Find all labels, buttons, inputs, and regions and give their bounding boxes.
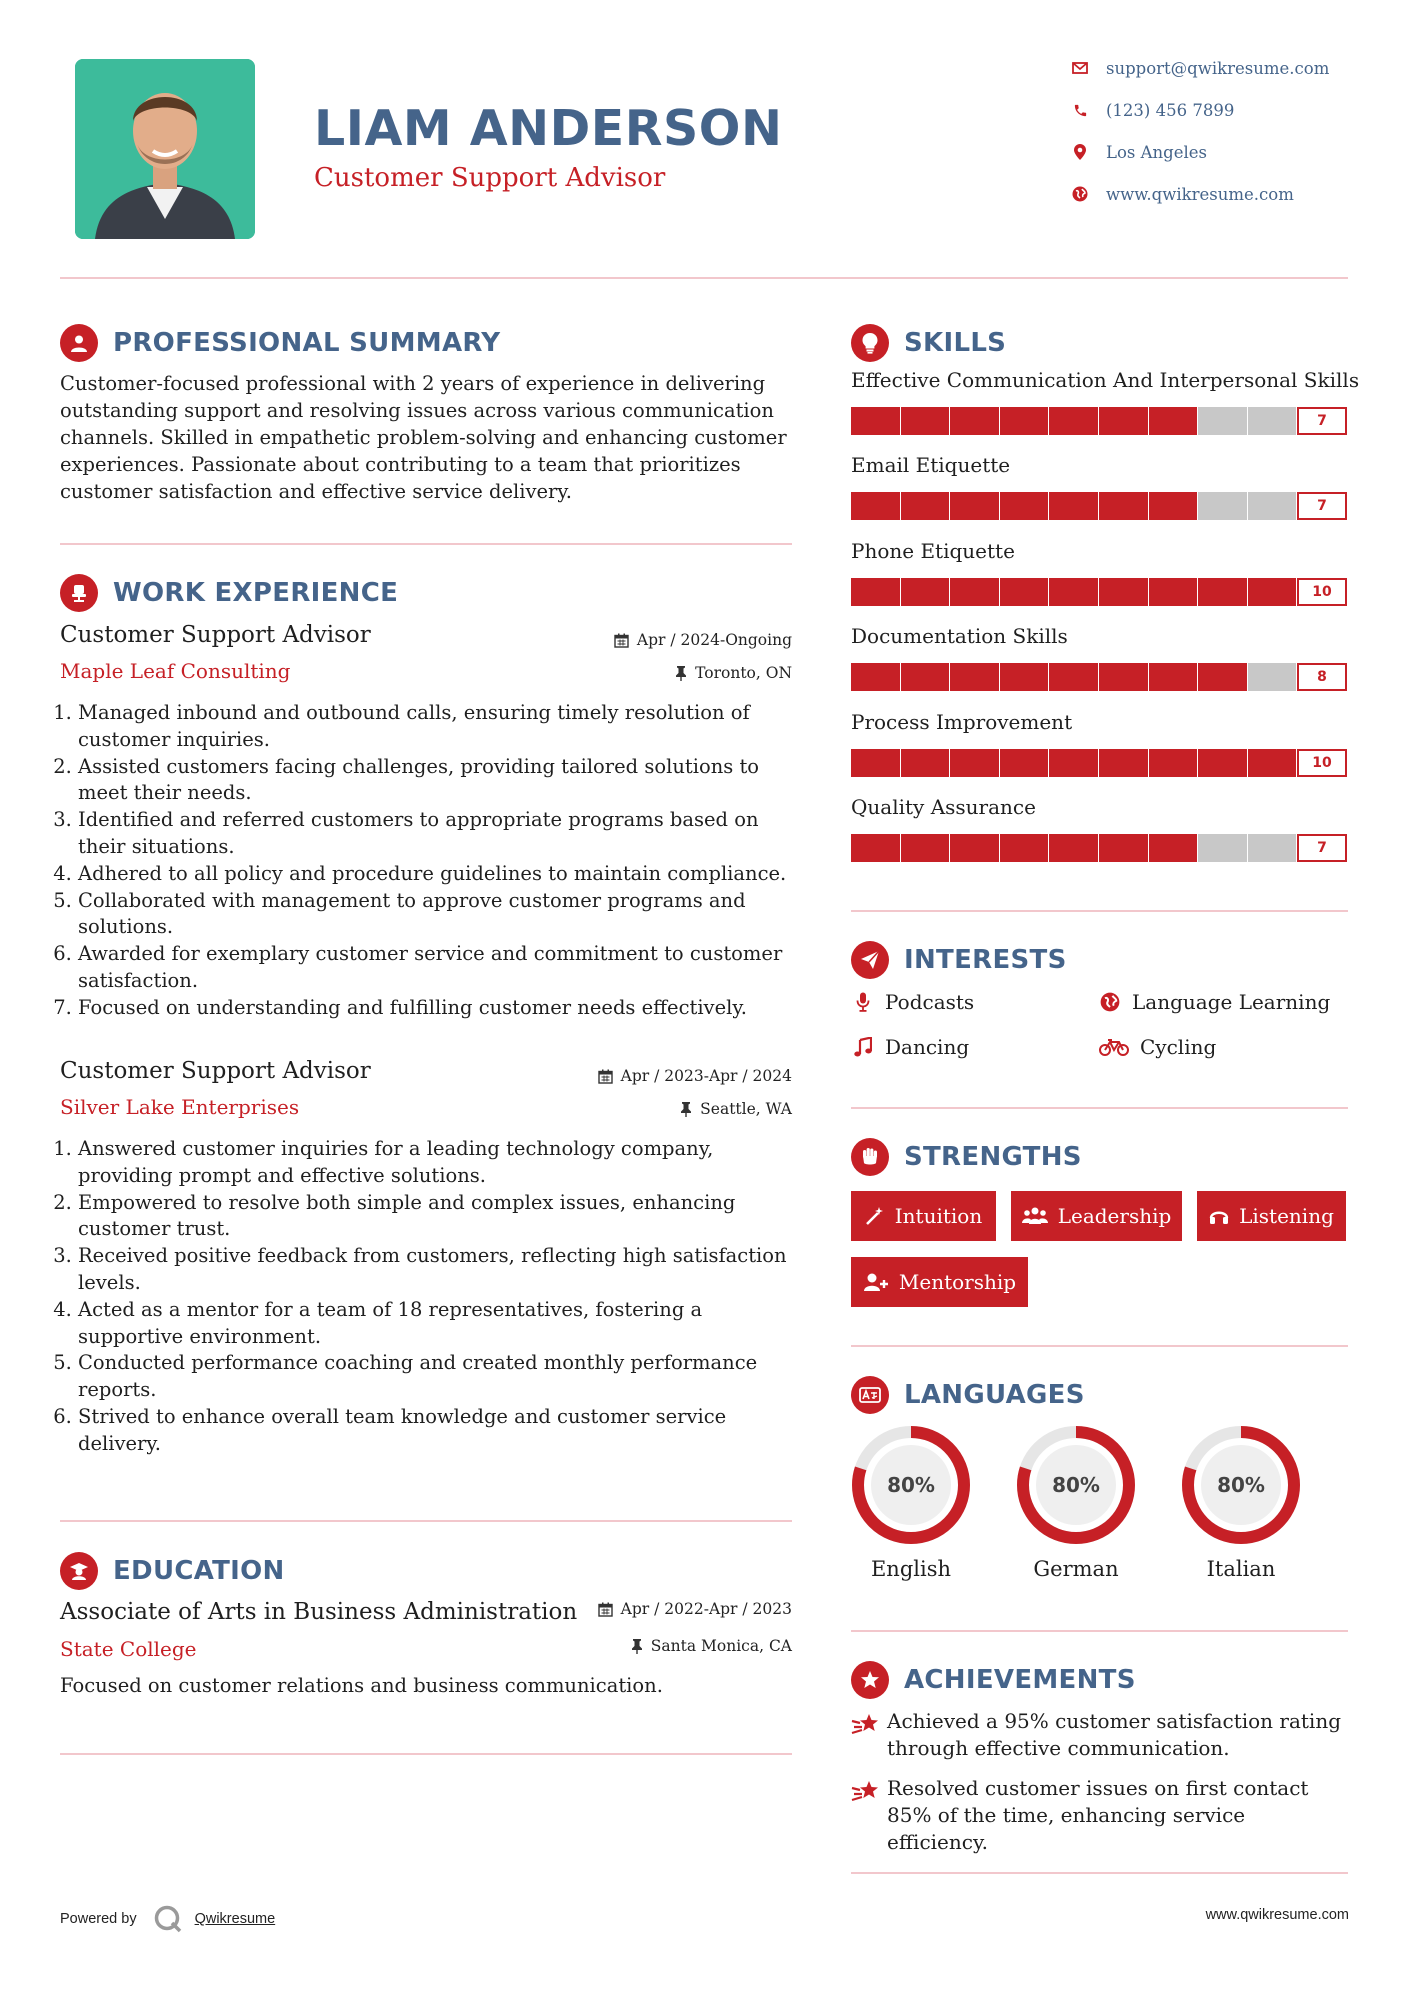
skill-bar-filled-segment [901,663,950,691]
interests-divider [851,1107,1348,1109]
skill-bar [851,749,1347,777]
language-percent: 80% [1217,1473,1265,1497]
skill-score: 7 [1297,492,1347,520]
languages-title: LANGUAGES [904,1380,1085,1410]
list-item: 4. Acted as a mentor for a team of 18 representatives, fostering a supportive environment. [78,1297,808,1351]
summary-title: PROFESSIONAL SUMMARY [113,328,501,358]
lightbulb-icon [851,324,889,362]
skill-bar [851,663,1347,691]
skill-bar-filled-segment [1248,749,1297,777]
skill-bar-empty-segment [1248,663,1297,691]
music-note-icon [851,1037,875,1057]
list-item: 5. Conducted performance coaching and created monthly performance reports. [78,1350,808,1404]
powered-by-text: Powered by [60,1911,137,1927]
skill-bar-filled-segment [901,578,950,606]
skills-divider [851,910,1348,912]
skill-bar-filled-segment [1248,578,1297,606]
skill-bar-filled-segment [950,578,999,606]
list-item: 3. Received positive feedback from customers, reflecting high satisfaction levels. [78,1243,808,1297]
skill-bar-filled-segment [950,492,999,520]
magic-wand-icon [865,1206,885,1226]
education-dates: Apr / 2022-Apr / 2023 [500,1600,792,1618]
skill-bar-empty-segment [1248,407,1297,435]
calendar-icon [614,633,629,648]
summary-text: Customer-focused professional with 2 years of experience in delivering outstanding support and resolving issues across various communication channels. Skilled in empathetic problem-solving and enhancing customer experiences. Passionate about contributing to a team that prioritizes customer satisfaction and effective service delivery. [60,372,787,503]
list-item: 4. Adhered to all policy and procedure guidelines to maintain compliance. [78,861,796,888]
header-divider [60,277,1348,279]
job-company: Maple Leaf Consulting [60,659,291,683]
skill-bar-filled-segment [1049,492,1098,520]
skill-bar [851,407,1347,435]
contact-website[interactable] [1070,180,1360,208]
list-item: 5. Collaborated with management to approve customer programs and solutions. [78,888,796,942]
user-icon [60,324,98,362]
skill-bar-filled-segment [1049,407,1098,435]
skill-bar-filled-segment [1149,492,1198,520]
graduate-icon [60,1552,98,1590]
skill-bar-filled-segment [1198,749,1247,777]
skill-bar-filled-segment [1198,578,1247,606]
achievements-divider [851,1872,1348,1874]
language-percent: 80% [1052,1473,1100,1497]
education-description: Focused on customer relations and business communication. [60,1674,663,1697]
education-degree: Associate of Arts in Business Administration [60,1599,578,1625]
education-title: EDUCATION [113,1556,285,1586]
education-location: Santa Monica, CA [500,1637,792,1655]
language-name: Italian [1206,1557,1276,1581]
strength-tag: Listening [1197,1191,1346,1241]
skill-bar-filled-segment [950,834,999,862]
skill-bar-filled-segment [1000,578,1049,606]
skill-bar-filled-segment [851,834,900,862]
contact-website-text: www.qwikresume.com [1106,184,1294,204]
skill-score: 10 [1297,578,1347,606]
skill-bar [851,834,1347,862]
strengths-title: STRENGTHS [904,1142,1082,1172]
profile-photo [75,59,255,239]
skill-bar-filled-segment [1049,749,1098,777]
experience-title: WORK EXPERIENCE [113,578,399,608]
strengths-divider [851,1345,1348,1347]
interests-title: INTERESTS [904,945,1067,975]
skill-bar-empty-segment [1198,834,1247,862]
job-title: Customer Support Advisor [60,1058,371,1084]
calendar-icon [598,1602,613,1617]
skill-bar-filled-segment [1049,834,1098,862]
contact-location [1070,138,1360,166]
map-pin-icon [1070,142,1090,162]
skills-title: SKILLS [904,328,1007,358]
skill-bar-filled-segment [851,407,900,435]
achievements-section-header [851,1660,1136,1700]
list-item: 1. Answered customer inquiries for a leading technology company, providing prompt and effective solutions. [78,1136,808,1190]
strength-tag: Intuition [851,1191,996,1241]
job-bullets [60,1136,808,1458]
list-item: 7. Focused on understanding and fulfilling customer needs effectively. [78,995,796,1022]
skill-bar-filled-segment [950,663,999,691]
skill-bar-filled-segment [901,407,950,435]
contact-email[interactable] [1070,54,1360,82]
qwikresume-link[interactable]: Qwikresume [194,1911,276,1927]
list-item: 2. Empowered to resolve both simple and complex issues, enhancing customer trust. [78,1190,808,1244]
skill-bar-filled-segment [1149,749,1198,777]
skill-score: 7 [1297,834,1347,862]
pushpin-icon [680,1102,692,1117]
strengths-section-header [851,1137,1082,1177]
skill-bar-empty-segment [1248,834,1297,862]
skill-bar-empty-segment [1198,407,1247,435]
contact-location-text: Los Angeles [1106,142,1207,162]
footer-website[interactable]: www.qwikresume.com [1205,1907,1349,1923]
bicycle-icon [1098,1038,1130,1056]
skill-bar-filled-segment [1099,407,1148,435]
experience-section-header [60,573,398,613]
experience-divider [60,1520,792,1522]
skill-score: 7 [1297,407,1347,435]
users-icon [1022,1206,1048,1226]
interest-item: Dancing [851,1032,969,1062]
achievements-title: ACHIEVEMENTS [904,1665,1136,1695]
fist-icon [851,1138,889,1176]
pushpin-icon [631,1639,643,1654]
contact-phone-text: (123) 456 7899 [1106,100,1235,120]
skill-bar-filled-segment [1049,578,1098,606]
skill-bar-filled-segment [1099,663,1148,691]
skill-name: Documentation Skills [851,624,1068,649]
education-divider [60,1753,792,1755]
job-dates: Apr / 2023-Apr / 2024 [500,1067,792,1085]
skill-bar-filled-segment [1000,663,1049,691]
paper-plane-icon [851,941,889,979]
language-name: English [870,1557,952,1581]
languages-section-header [851,1375,1085,1415]
skill-name: Process Improvement [851,709,1073,734]
skill-bar-empty-segment [1248,492,1297,520]
list-item: 1. Managed inbound and outbound calls, ensuring timely resolution of customer inquiries. [78,700,796,754]
microphone-icon [851,992,875,1012]
skill-bar-filled-segment [901,492,950,520]
interest-item: Language Learning [1098,987,1330,1017]
summary-divider [60,543,792,545]
translate-icon [851,1376,889,1414]
skill-bar-filled-segment [1000,407,1049,435]
skill-bar-filled-segment [950,407,999,435]
skill-bar [851,492,1347,520]
job-title: Customer Support Advisor [60,622,371,648]
skill-bar-filled-segment [1149,407,1198,435]
skill-bar-filled-segment [1000,834,1049,862]
calendar-icon [598,1069,613,1084]
skill-bar-filled-segment [1149,578,1198,606]
skill-bar-filled-segment [1000,492,1049,520]
achievement-item: Achieved a 95% customer satisfaction rating through effective communication. [851,1708,1351,1762]
skill-name: Effective Communication And Interpersonal Skills [851,368,1360,392]
language-name: German [1033,1557,1119,1581]
skill-bar-filled-segment [851,492,900,520]
job-bullets [60,700,796,1022]
strength-tag: Mentorship [851,1257,1028,1307]
language-percent: 80% [887,1473,935,1497]
skill-bar-filled-segment [851,663,900,691]
list-item: 6. Awarded for exemplary customer service and commitment to customer satisfaction. [78,941,796,995]
interest-item: Cycling [1098,1032,1216,1062]
skill-bar-filled-segment [1099,749,1148,777]
job-location: Seattle, WA [500,1100,792,1118]
education-school: State College [60,1637,197,1661]
skill-bar-filled-segment [1049,663,1098,691]
user-plus-icon [863,1272,889,1292]
shooting-star-icon [851,1778,887,1804]
skill-bar-filled-segment [950,749,999,777]
skill-bar-filled-segment [901,834,950,862]
achievement-item: Resolved customer issues on first contact 85% of the time, enhancing service efficiency. [851,1775,1351,1856]
contact-email-text: support@qwikresume.com [1106,58,1330,78]
phone-icon [1070,100,1090,120]
globe-icon [1098,992,1122,1012]
skill-bar-filled-segment [1149,834,1198,862]
envelope-icon [1070,58,1090,78]
qwikresume-logo-icon [153,1904,183,1934]
skill-bar-filled-segment [1198,663,1247,691]
job-company: Silver Lake Enterprises [60,1095,300,1119]
candidate-name: LIAM ANDERSON [314,100,783,157]
headphones-icon [1209,1206,1229,1226]
skill-bar-filled-segment [901,749,950,777]
job-dates: Apr / 2024-Ongoing [500,631,792,649]
interest-item: Podcasts [851,987,974,1017]
skill-score: 8 [1297,663,1347,691]
chair-icon [60,574,98,612]
skill-name: Email Etiquette [851,453,1011,478]
skill-bar-filled-segment [851,578,900,606]
candidate-role: Customer Support Advisor [314,163,666,193]
skill-name: Quality Assurance [851,795,1036,819]
shooting-star-icon [851,1711,887,1737]
skill-bar-filled-segment [1149,663,1198,691]
skill-score: 10 [1297,749,1347,777]
star-badge-icon [851,1661,889,1699]
skill-bar [851,578,1347,606]
skill-bar-filled-segment [1099,492,1148,520]
job-location: Toronto, ON [500,664,792,682]
list-item: 2. Assisted customers facing challenges, providing tailored solutions to meet their needs. [78,754,796,808]
list-item: 6. Strived to enhance overall team knowledge and customer service delivery. [78,1404,808,1458]
summary-section-header [60,323,500,363]
skill-bar-filled-segment [1000,749,1049,777]
skill-bar-filled-segment [1099,834,1148,862]
education-section-header [60,1551,285,1591]
globe-icon [1070,184,1090,204]
skill-bar-filled-segment [851,749,900,777]
skill-name: Phone Etiquette [851,538,1015,563]
pushpin-icon [675,666,687,681]
skills-section-header [851,323,1006,363]
footer-powered [60,1904,275,1934]
languages-divider [851,1630,1348,1632]
interests-section-header [851,940,1067,980]
list-item: 3. Identified and referred customers to appropriate programs based on their situations. [78,807,796,861]
skill-bar-filled-segment [1099,578,1148,606]
contact-phone[interactable] [1070,96,1360,124]
strength-tag: Leadership [1011,1191,1182,1241]
skill-bar-empty-segment [1198,492,1247,520]
